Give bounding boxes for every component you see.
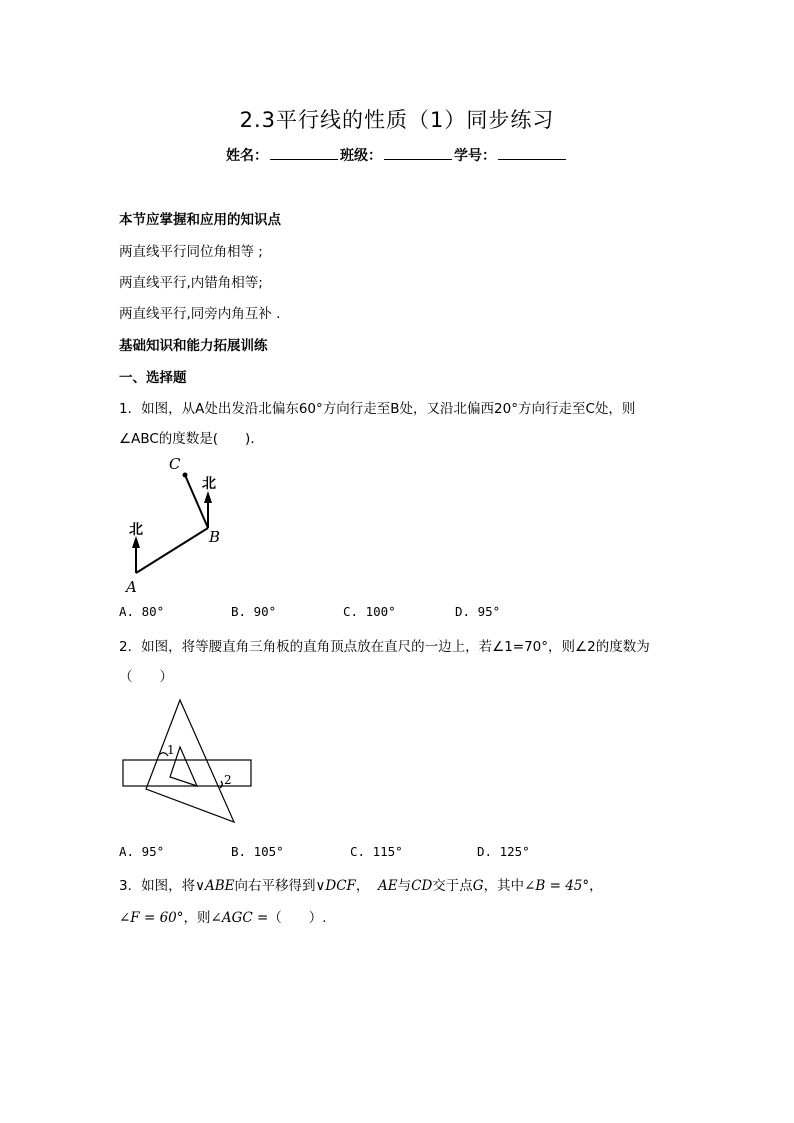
knowledge-item: 两直线平行,内错角相等;: [119, 275, 263, 291]
page-title: 2.3平行线的性质（1）同步练习: [239, 108, 555, 132]
q3-text-part: 与: [397, 878, 412, 894]
q2-option-b[interactable]: B. 105°: [231, 844, 284, 859]
q1-option-b[interactable]: B. 90°: [231, 604, 277, 619]
q1-option-a[interactable]: A. 80°: [119, 604, 165, 619]
q3-angle-agc: ∠AGC =: [210, 910, 269, 926]
q3-point-g: G: [472, 878, 484, 894]
q3-text-part: ，: [589, 878, 603, 894]
question-1-text: 1．如图，从A处出发沿北偏东60°方向行走至B处，又沿北偏西20°方向行走至C处，则: [119, 401, 636, 417]
q3-text-part: ，其中: [483, 878, 525, 894]
knowledge-item: 两直线平行同位角相等 ;: [119, 244, 263, 260]
part-heading: 一、选择题: [119, 370, 187, 386]
label-b: B: [209, 528, 221, 546]
q3-text-part: 3．如图，将: [119, 878, 196, 894]
q2-option-d[interactable]: D. 125°: [477, 844, 530, 859]
q3-segment-ae: AE: [378, 878, 398, 894]
q3-segment-cd: CD: [411, 878, 433, 894]
angle-1-label: 1: [167, 743, 175, 757]
label-north-a: 北: [129, 522, 143, 538]
question-3-text-2: [119, 906, 327, 926]
question-1-figure: [118, 452, 238, 597]
knowledge-heading: 本节应掌握和应用的知识点: [119, 212, 281, 228]
north-arrow-b-icon: [204, 491, 212, 503]
point-c: [183, 473, 188, 478]
question-3-text: [119, 874, 603, 894]
label-north-b: 北: [202, 476, 216, 492]
q3-text-part: ，: [355, 878, 370, 894]
question-2-text-2: （ ）: [119, 669, 173, 685]
q3-triangle-abe: ∨ABE: [195, 878, 235, 894]
q3-text-part: 向右平移得到: [234, 878, 316, 894]
question-2-text: 2．如图，将等腰直角三角板的直角顶点放在直尺的一边上，若∠1=70°，则∠2的度数为: [119, 639, 650, 655]
id-blank[interactable]: [498, 147, 566, 160]
q1-option-c[interactable]: C. 100°: [343, 604, 396, 619]
name-blank[interactable]: [270, 147, 338, 160]
question-2-figure: [118, 695, 258, 827]
q2-option-a[interactable]: A. 95°: [119, 844, 165, 859]
triangle-outer: [146, 700, 234, 822]
question-1-text-2: ∠ABC的度数是( )．: [119, 431, 264, 447]
q1-option-d[interactable]: D. 95°: [455, 604, 501, 619]
section-heading: 基础知识和能力拓展训练: [119, 338, 268, 354]
path-a-to-b: [136, 528, 208, 573]
label-c: C: [169, 455, 181, 473]
q3-angle-b: ∠B = 45°: [524, 878, 590, 894]
q3-text-part: ，则: [183, 910, 211, 926]
student-info-line: [0, 145, 794, 165]
q2-option-c[interactable]: C. 115°: [350, 844, 403, 859]
knowledge-item: 两直线平行,同旁内角互补 .: [119, 306, 281, 322]
angle-2-arc: [220, 781, 222, 788]
q3-text-part: 交于点: [432, 878, 473, 894]
q3-triangle-dcf: ∨DCF: [315, 878, 356, 894]
angle-2-label: 2: [224, 773, 232, 787]
q3-text-part: （ ）.: [268, 910, 327, 926]
q3-angle-f: ∠F = 60°: [119, 910, 184, 926]
class-label: 班级：: [340, 148, 382, 164]
name-label: 姓名：: [226, 148, 268, 164]
id-label: 学号：: [454, 148, 496, 164]
class-blank[interactable]: [384, 147, 452, 160]
label-a: A: [126, 578, 137, 596]
